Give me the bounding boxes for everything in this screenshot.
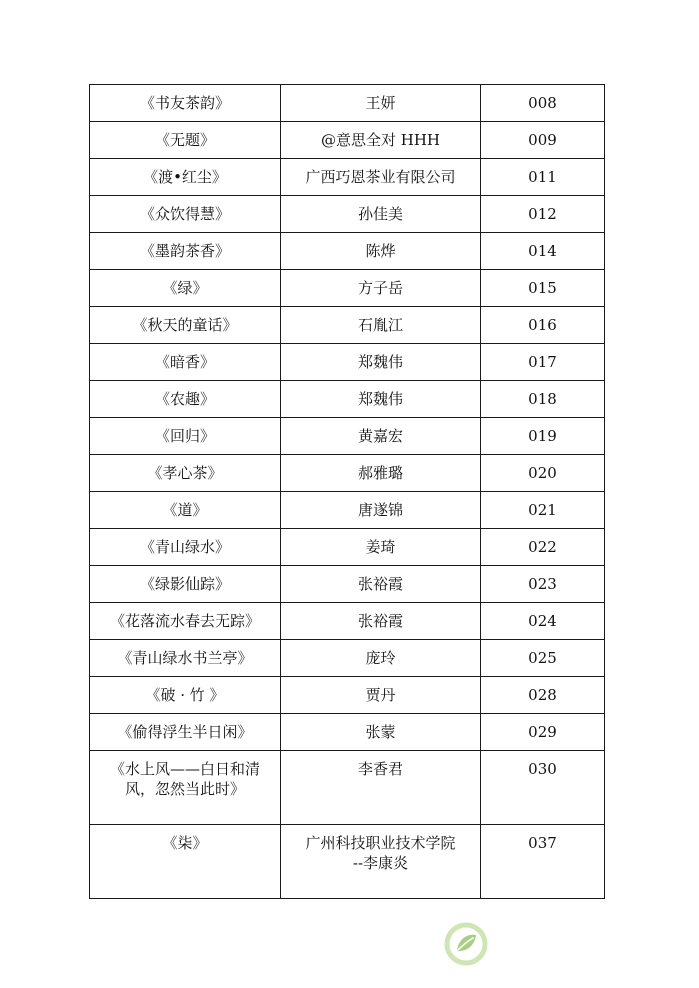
work-title: 《书友茶韵》 — [90, 85, 281, 122]
table-row — [90, 233, 605, 270]
author-name: 郑魏伟 — [281, 381, 481, 418]
author-name: 唐遂锦 — [281, 492, 481, 529]
table-row — [90, 751, 605, 825]
table-row — [90, 566, 605, 603]
entry-number: 017 — [481, 344, 605, 381]
table-row — [90, 196, 605, 233]
entry-number: 011 — [481, 159, 605, 196]
work-title: 《暗香》 — [90, 344, 281, 381]
work-title: 《花落流水春去无踪》 — [90, 603, 281, 640]
table-row — [90, 492, 605, 529]
entry-number: 012 — [481, 196, 605, 233]
table-row — [90, 677, 605, 714]
entry-number: 020 — [481, 455, 605, 492]
entry-number: 008 — [481, 85, 605, 122]
author-name: 郑魏伟 — [281, 344, 481, 381]
author-name: 黄嘉宏 — [281, 418, 481, 455]
work-title: 《回归》 — [90, 418, 281, 455]
entry-number: 028 — [481, 677, 605, 714]
author-name: 石胤江 — [281, 307, 481, 344]
tea-leaf-logo-icon — [444, 922, 488, 966]
entry-number: 023 — [481, 566, 605, 603]
table-row — [90, 455, 605, 492]
entry-number: 009 — [481, 122, 605, 159]
author-name: 张裕霞 — [281, 566, 481, 603]
work-title: 《秋天的童话》 — [90, 307, 281, 344]
work-title: 《青山绿水》 — [90, 529, 281, 566]
entry-number: 022 — [481, 529, 605, 566]
table-row — [90, 122, 605, 159]
table-row — [90, 603, 605, 640]
entry-number: 025 — [481, 640, 605, 677]
entry-number: 037 — [481, 825, 605, 899]
author-name: 庞玲 — [281, 640, 481, 677]
work-title: 《农趣》 — [90, 381, 281, 418]
work-title: 《无题》 — [90, 122, 281, 159]
work-title: 《偷得浮生半日闲》 — [90, 714, 281, 751]
entry-number: 029 — [481, 714, 605, 751]
author-name: 张蒙 — [281, 714, 481, 751]
author-name-line-1: 广州科技职业技术学院 — [305, 834, 456, 852]
table-row — [90, 159, 605, 196]
author-name: 孙佳美 — [281, 196, 481, 233]
work-title: 《渡•红尘》 — [90, 159, 281, 196]
author-name: 姜琦 — [281, 529, 481, 566]
author-name: 广西巧恩茶业有限公司 — [281, 159, 481, 196]
entry-number: 024 — [481, 603, 605, 640]
entries-table — [89, 84, 605, 899]
table-row — [90, 381, 605, 418]
work-title: 《绿影仙踪》 — [90, 566, 281, 603]
table-row — [90, 529, 605, 566]
entry-number: 014 — [481, 233, 605, 270]
work-title: 《青山绿水书兰亭》 — [90, 640, 281, 677]
author-name: 方子岳 — [281, 270, 481, 307]
author-name: 贾丹 — [281, 677, 481, 714]
table-row — [90, 640, 605, 677]
work-title: 《众饮得慧》 — [90, 196, 281, 233]
author-name-line-2: --李康炎 — [352, 854, 409, 872]
table-row — [90, 85, 605, 122]
entry-list — [89, 84, 605, 899]
author-name — [281, 825, 481, 899]
author-name: 张裕霞 — [281, 603, 481, 640]
work-title: 《孝心茶》 — [90, 455, 281, 492]
work-title: 《破 · 竹 》 — [90, 677, 281, 714]
work-title: 《绿》 — [90, 270, 281, 307]
author-name: 王妍 — [281, 85, 481, 122]
table-row — [90, 270, 605, 307]
author-name: @意思全对 HHH — [281, 122, 481, 159]
work-title: 《墨韵茶香》 — [90, 233, 281, 270]
table-row — [90, 714, 605, 751]
entry-number: 015 — [481, 270, 605, 307]
work-title-line-2: 风，忽然当此时》 — [124, 780, 245, 798]
entry-number: 019 — [481, 418, 605, 455]
work-title-line-1: 《水上风——白日和清 — [109, 760, 260, 778]
entry-number: 018 — [481, 381, 605, 418]
entry-number: 016 — [481, 307, 605, 344]
entry-number: 021 — [481, 492, 605, 529]
table-row — [90, 307, 605, 344]
work-title: 《道》 — [90, 492, 281, 529]
table-row — [90, 344, 605, 381]
work-title: 《柒》 — [90, 825, 281, 899]
table-row — [90, 825, 605, 899]
author-name: 郝雅璐 — [281, 455, 481, 492]
work-title — [90, 751, 281, 825]
entry-number: 030 — [481, 751, 605, 825]
author-name: 陈烨 — [281, 233, 481, 270]
author-name: 李香君 — [281, 751, 481, 825]
table-row — [90, 418, 605, 455]
